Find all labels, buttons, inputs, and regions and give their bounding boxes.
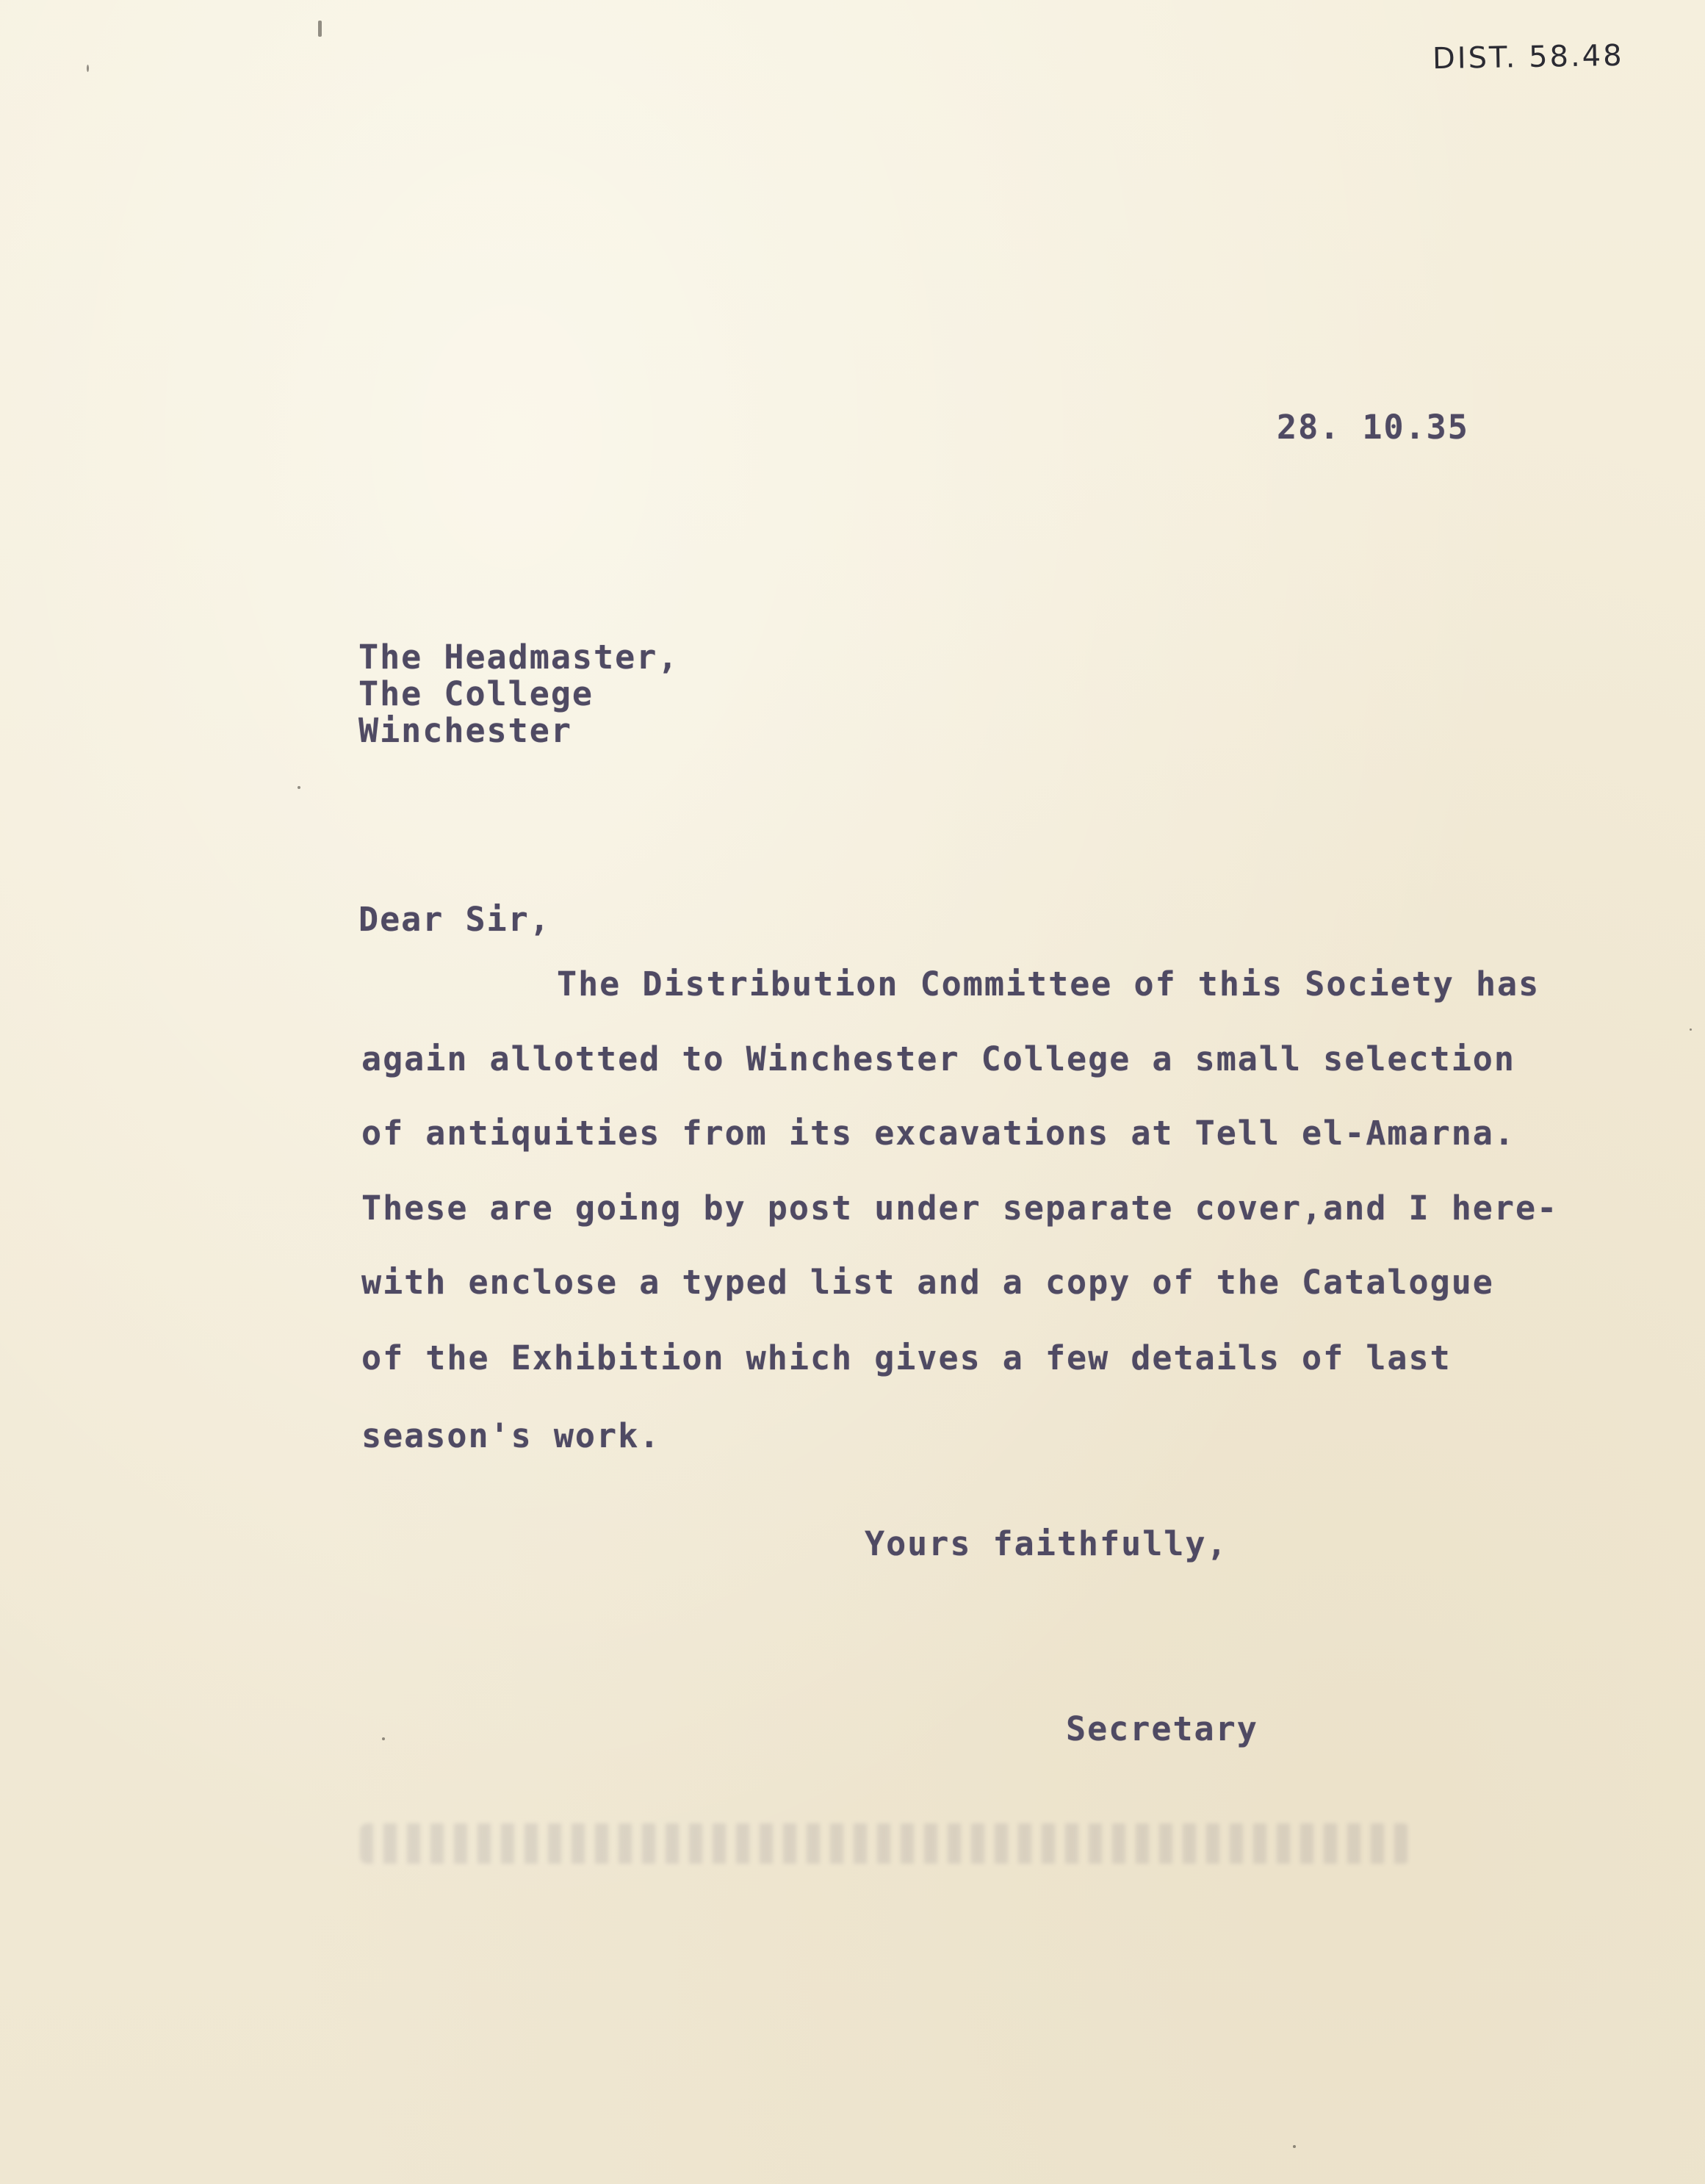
body-line: of the Exhibition which gives a few details of last [361,1338,1452,1377]
addressee-line: The College [358,674,594,713]
paper-speck [1690,1028,1692,1031]
body-line: of antiquities from its excavations at Tell el-Amarna. [361,1114,1515,1153]
paper-speck [87,65,89,72]
signature-line: Secretary [1066,1709,1258,1748]
paper-speck [1293,2145,1296,2148]
paper-mark [318,21,322,37]
addressee-line: The Headmaster, [358,638,680,677]
body-line: season's work. [361,1416,661,1455]
body-line: again allotted to Winchester College a small selection [361,1039,1515,1078]
body-line: These are going by post under separate cover,and I here- [361,1189,1559,1228]
complimentary-close: Yours faithfully, [865,1524,1228,1563]
salutation: Dear Sir, [358,900,551,939]
addressee-line: Winchester [358,711,572,750]
reference-number: DIST. 58.48 [1432,38,1625,76]
body-line: The Distribution Committee of this Society has [557,965,1540,1003]
paper-speck [382,1737,385,1740]
paper-speck [298,786,300,789]
letter-date: 28. 10.35 [1277,408,1469,447]
body-line: with enclose a typed list and a copy of the Catalogue [361,1263,1494,1302]
reverse-side-show-through [360,1823,1410,1864]
